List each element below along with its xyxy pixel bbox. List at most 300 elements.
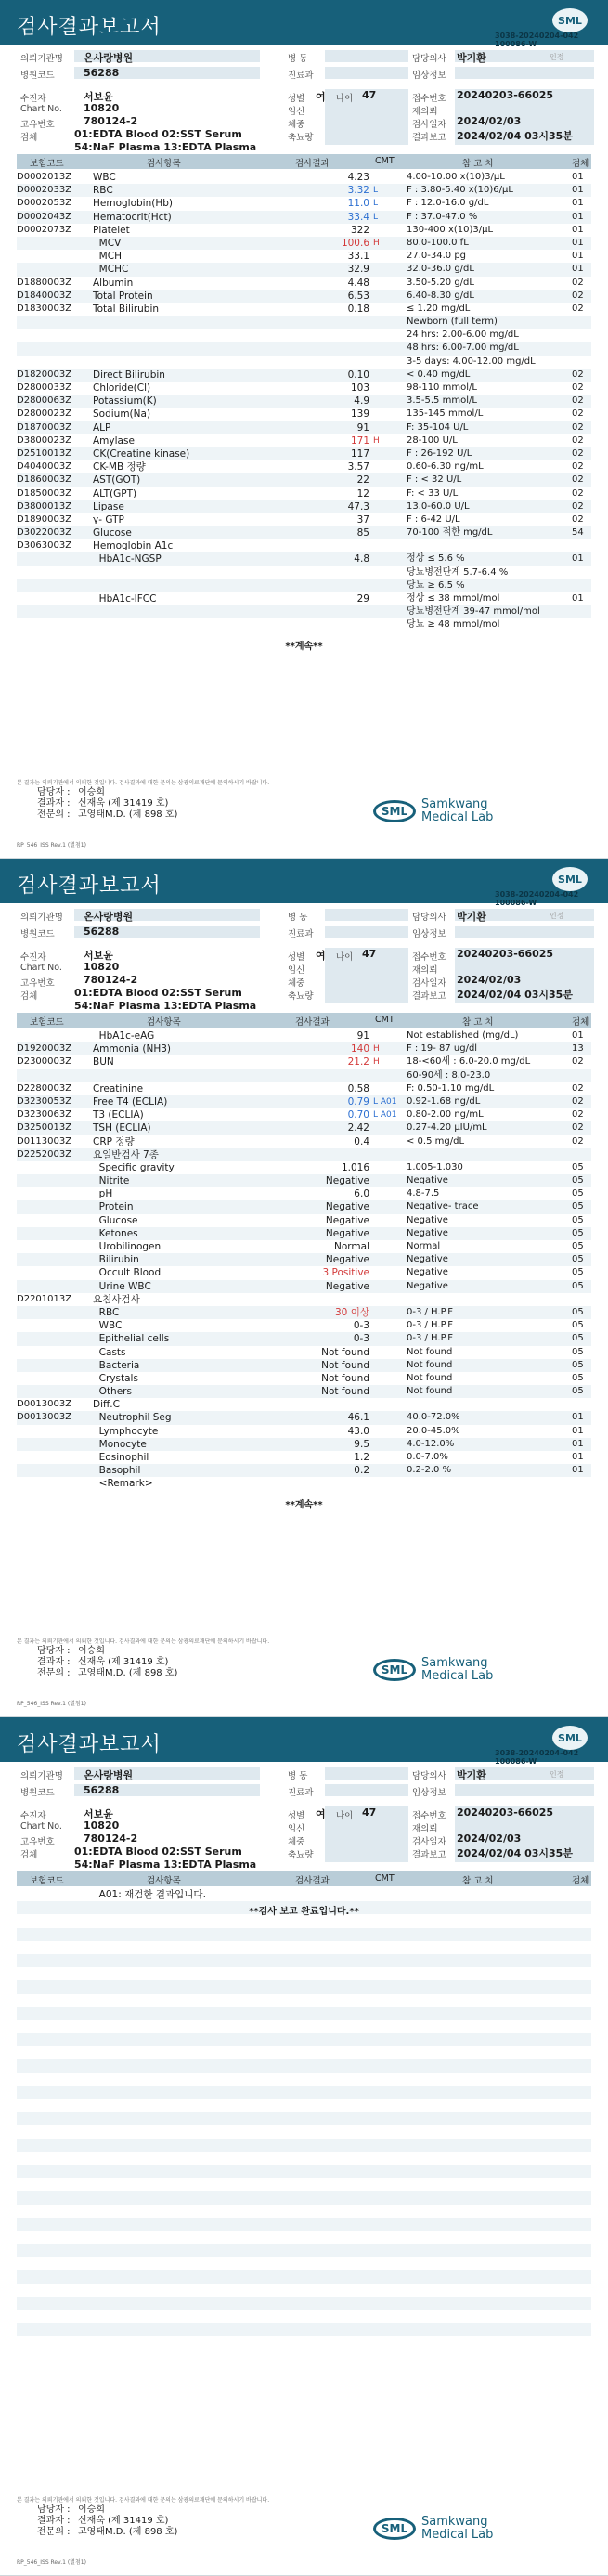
lab-name-2: Medical Lab [421, 810, 494, 824]
results-table-header [17, 154, 591, 169]
row-code: D3800013Z [17, 500, 72, 511]
empty-row [17, 2152, 591, 2165]
specimen-line2: 54:NaF Plasma 13:EDTA Plasma [74, 1000, 257, 1012]
name-label: 수진자 [20, 1811, 46, 1821]
row-ref: 4.00-10.00 x(10)3/μL [407, 172, 505, 182]
empty-row [17, 2297, 591, 2310]
re-request-label: 재의뢰 [412, 1824, 438, 1834]
row-code: D3250013Z [17, 1122, 72, 1133]
col-code: 보험코드 [30, 1017, 64, 1028]
table-row [17, 539, 591, 552]
row-ref: Negative [407, 1254, 448, 1265]
patient-id: 780124-2 [84, 1832, 138, 1845]
row-result: 322 [350, 224, 369, 236]
row-ref: 32.0-36.0 g/dL [407, 264, 474, 275]
row-name: ALT(GPT) [93, 487, 137, 499]
department-label: 병 동 [288, 913, 308, 923]
row-result: 4.23 [347, 172, 369, 183]
signed-label: 인정 [550, 912, 564, 920]
row-result: Normal [334, 1241, 369, 1252]
row-name: HbA1c-NGSP [93, 553, 162, 565]
row-specimen: 02 [572, 1135, 584, 1146]
row-name: Potassium(K) [93, 395, 157, 408]
row-ref: 0.2-2.0 % [407, 1465, 452, 1476]
clinic-label: 진료과 [288, 1788, 314, 1798]
table-row [17, 1451, 591, 1464]
pregnancy-label: 임신 [288, 965, 305, 976]
row-ref: F : 37.0-47.0 % [407, 211, 478, 222]
doctor-label: 담당의사 [412, 913, 446, 923]
row-result: 0.2 [354, 1465, 369, 1477]
row-result: 33.1 [347, 251, 369, 263]
table-row [17, 1319, 591, 1332]
signatures [37, 787, 177, 821]
row-specimen: 05 [572, 1267, 584, 1278]
doc-code: RP_546_ISS Rev.1 (별첨1) [17, 2559, 86, 2566]
row-name: Hematocrit(Hct) [93, 211, 172, 223]
empty-row [17, 1994, 591, 2007]
row-result: 100.6 [341, 237, 369, 249]
row-ref: 정상 ≤ 5.6 % [407, 553, 465, 564]
row-ref: 3-5 days: 4.00-12.00 mg/dL [407, 356, 536, 367]
row-ref: Not found [407, 1346, 453, 1357]
row-result: 4.9 [354, 395, 369, 408]
row-result: 12 [356, 487, 369, 499]
table-row [17, 500, 591, 513]
confirmer-label: 결과자 : [37, 798, 71, 809]
department-label: 병 동 [288, 54, 308, 64]
lab-logo [373, 1657, 493, 1683]
col-result: 검사결과 [295, 1876, 330, 1886]
report-page [0, 859, 608, 1717]
table-row [17, 1161, 591, 1174]
row-specimen: 05 [572, 1372, 584, 1383]
row-name: Free T4 (ECLIA) [93, 1095, 168, 1107]
test-date-label: 검사일자 [412, 1837, 446, 1847]
row-specimen: 05 [572, 1333, 584, 1344]
doctor-value: 박기환 [457, 911, 486, 923]
row-specimen: 02 [572, 447, 584, 459]
confirmer-label: 결과자 : [37, 1657, 71, 1667]
empty-row [17, 2165, 591, 2178]
row-result: 0.18 [347, 303, 369, 315]
empty-row [17, 1941, 591, 1954]
report-page [0, 1717, 608, 2576]
weight-label: 체중 [288, 978, 305, 989]
row-name: <Remark> [93, 1478, 153, 1490]
row-code: D0002033Z [17, 185, 72, 196]
table-row [17, 1187, 591, 1200]
row-code: D2252003Z [17, 1148, 72, 1159]
row-name: Bilirubin [93, 1254, 139, 1266]
row-result: 4.8 [354, 553, 369, 565]
report-date-label: 결과보고 [412, 991, 446, 1002]
row-code: D2201013Z [17, 1293, 72, 1304]
row-name: CRP 정량 [93, 1135, 135, 1147]
empty-row [17, 2046, 591, 2059]
table-row [17, 605, 591, 618]
row-specimen: 01 [572, 237, 584, 248]
sex-label: 성별 [288, 1811, 305, 1821]
row-ref: Not found [407, 1359, 453, 1370]
row-ref: 0.60-6.30 ng/mL [407, 461, 484, 472]
reg-no: 20240203-66025 [457, 1806, 554, 1819]
table-row [17, 224, 591, 237]
row-result: Negative [325, 1201, 369, 1213]
row-ref: < 0.5 mg/dL [407, 1135, 465, 1146]
row-name: Specific gravity [93, 1161, 175, 1173]
row-specimen: 02 [572, 1056, 584, 1068]
report-banner [0, 1717, 608, 1766]
row-specimen: 02 [572, 421, 584, 433]
row-name: Others [93, 1386, 132, 1398]
hospital-code-value: 56288 [84, 926, 120, 938]
row-code: D1890003Z [17, 513, 72, 524]
row-code: D1850003Z [17, 487, 72, 498]
chart-label: Chart No. [20, 1821, 62, 1832]
row-result: 21.2 [347, 1056, 369, 1068]
row-specimen: 02 [572, 369, 584, 380]
row-ref: Not found [407, 1386, 453, 1397]
row-name: Neutrophil Seg [93, 1412, 172, 1424]
row-name: BUN [93, 1056, 114, 1068]
row-result: 0.79 [347, 1095, 369, 1107]
specimen-line1: 01:EDTA Blood 02:SST Serum [74, 1845, 242, 1858]
report-title: 검사결과보고서 [17, 16, 162, 39]
age-label: 나이 [336, 94, 354, 104]
pregnancy-label: 임신 [288, 107, 305, 117]
row-specimen: 01 [572, 251, 584, 262]
institution-label: 의뢰기관명 [20, 1771, 63, 1781]
col-ref: 참 고 치 [462, 1017, 494, 1028]
row-result: 0.10 [347, 369, 369, 381]
row-code: D0013003Z [17, 1399, 72, 1410]
chart-label: Chart No. [20, 963, 62, 973]
table-row [17, 1359, 591, 1372]
table-row [17, 1121, 591, 1134]
table-row [17, 1240, 591, 1253]
row-code: D0002053Z [17, 198, 72, 209]
row-name: Urobilinogen [93, 1241, 162, 1252]
row-ref: 20.0-45.0% [407, 1425, 460, 1436]
row-ref: 70-100 적한 mg/dL [407, 527, 493, 538]
specimen-label: 검체 [20, 991, 38, 1002]
row-name: Creatinine [93, 1082, 144, 1094]
row-result: 4.48 [347, 277, 369, 289]
table-row [17, 250, 591, 263]
table-row [17, 552, 591, 565]
signatures [37, 1646, 177, 1679]
sex-label: 성별 [288, 94, 305, 104]
empty-row [17, 2059, 591, 2072]
report-page [0, 0, 608, 859]
row-code: D2800033Z [17, 382, 72, 393]
row-ref: 80.0-100.0 fL [407, 237, 469, 248]
col-code: 보험코드 [30, 1876, 64, 1886]
table-row [17, 1095, 591, 1108]
row-result: 140 [350, 1043, 369, 1055]
row-result: 43.0 [347, 1425, 369, 1437]
reg-label: 접수번호 [412, 1811, 446, 1821]
row-ref: F : 6-42 U/L [407, 513, 460, 524]
row-code: D0002073Z [17, 224, 72, 235]
table-row [17, 1306, 591, 1319]
empty-row [17, 2033, 591, 2046]
row-result: 0-3 [353, 1320, 369, 1332]
confirmer-name: 신재욱 (제 31419 호) [78, 2516, 169, 2526]
row-ref: 48 hrs: 6.00-7.00 mg/dL [407, 343, 519, 354]
row-name: Glucose [93, 1214, 138, 1226]
sex-value: 여 [316, 91, 326, 103]
row-ref: 13.0-60.0 U/L [407, 500, 470, 511]
row-code: D0002043Z [17, 211, 72, 222]
re-request-label: 재의뢰 [412, 107, 438, 117]
row-specimen: 05 [572, 1386, 584, 1397]
row-ref: Negative [407, 1227, 448, 1238]
row-name: pH [93, 1188, 113, 1200]
table-row [17, 1425, 591, 1438]
table-row [17, 1464, 591, 1477]
row-flag: H [373, 238, 380, 248]
table-row [17, 184, 591, 197]
row-name: Urine WBC [93, 1280, 151, 1292]
row-name: Monocyte [93, 1438, 147, 1450]
specimen-line2: 54:NaF Plasma 13:EDTA Plasma [74, 1858, 257, 1871]
row-name: Nitrite [93, 1175, 130, 1187]
age-value: 47 [362, 948, 377, 960]
table-row [17, 211, 591, 224]
row-flag: H [373, 1044, 380, 1055]
row-specimen: 05 [572, 1201, 584, 1212]
table-row [17, 329, 591, 342]
age-label: 나이 [336, 1811, 354, 1821]
clinic-label: 진료과 [288, 929, 314, 939]
clinical-info-label: 임상정보 [412, 929, 446, 939]
empty-row [17, 2244, 591, 2257]
table-row [17, 447, 591, 460]
row-ref: 28-100 U/L [407, 434, 458, 446]
row-specimen: 01 [572, 264, 584, 275]
row-name: Crystals [93, 1372, 138, 1384]
row-ref: 당뇨 ≥ 6.5 % [407, 579, 465, 590]
report-title: 검사결과보고서 [17, 1733, 162, 1756]
row-specimen: 05 [572, 1306, 584, 1317]
row-specimen: 02 [572, 513, 584, 524]
row-result: 1.2 [354, 1452, 369, 1463]
row-ref: 6.40-8.30 g/dL [407, 290, 474, 301]
row-ref: 0.80-2.00 ng/mL [407, 1109, 484, 1120]
test-date-label: 검사일자 [412, 978, 446, 989]
row-name: Chloride(Cl) [93, 382, 151, 394]
row-result: Negative [325, 1280, 369, 1292]
row-ref: F: < 33 U/L [407, 487, 459, 498]
table-row [17, 1293, 591, 1306]
row-name: Direct Bilirubin [93, 369, 165, 381]
row-result: 139 [350, 408, 369, 421]
hospital-code-label: 병원코드 [20, 1788, 55, 1798]
row-code: D3230053Z [17, 1095, 72, 1107]
sex-label: 성별 [288, 952, 305, 963]
report-banner [0, 0, 608, 48]
empty-row [17, 2020, 591, 2033]
row-ref: F : 3.80-5.40 x(10)6/μL [407, 185, 513, 196]
row-ref: F : 26-192 U/L [407, 447, 472, 459]
request-number: 3038-20240204-042 100086-W [495, 890, 579, 907]
row-name: Bacteria [93, 1359, 140, 1371]
row-ref: 3.5-5.5 mmol/L [407, 395, 477, 407]
table-row [17, 1385, 591, 1398]
col-name: 검사항목 [147, 1876, 181, 1886]
row-ref: 60-90세 : 8.0-23.0 [407, 1069, 491, 1081]
row-specimen: 05 [572, 1188, 584, 1199]
report-date: 2024/02/04 03시35분 [457, 1847, 573, 1859]
table-row [17, 1148, 591, 1161]
empty-row [17, 1928, 591, 1941]
row-code: D4040003Z [17, 461, 72, 472]
pregnancy-label: 임신 [288, 1824, 305, 1834]
reg-label: 접수번호 [412, 94, 446, 104]
doc-code: RP_546_ISS Rev.1 (별첨1) [17, 1701, 86, 1707]
col-sec: 검체 [572, 159, 589, 169]
row-specimen: 01 [572, 1452, 584, 1462]
row-ref: < 0.40 mg/dL [407, 369, 471, 380]
hospital-code-label: 병원코드 [20, 71, 55, 81]
row-ref: 0-3 / H.P.F [407, 1320, 453, 1331]
patient-id-label: 고유번호 [20, 978, 55, 989]
doctor-value: 박기환 [457, 52, 486, 64]
specialist-name: 고영태M.D. (제 898 호) [78, 2527, 178, 2537]
col-cmt: CMT [375, 1873, 395, 1883]
row-result: 46.1 [347, 1412, 369, 1424]
weight-label: 체중 [288, 1837, 305, 1847]
row-specimen: 01 [572, 1412, 584, 1423]
row-result: 47.3 [347, 500, 369, 512]
row-result: Not found [321, 1386, 369, 1398]
row-specimen: 05 [572, 1346, 584, 1357]
table-row [17, 1411, 591, 1424]
test-date: 2024/02/03 [457, 115, 522, 127]
empty-row [17, 2284, 591, 2297]
institution-value: 온사랑병원 [84, 911, 134, 923]
row-ref: 0.27-4.20 μIU/mL [407, 1122, 487, 1133]
footer-note: 본 결과는 의뢰기관에서 의뢰한 것입니다. 검사결과에 대한 문의는 삼광의료재단에 문의하시기 바랍니다. [17, 2497, 270, 2504]
row-result: Negative [325, 1254, 369, 1266]
row-name: Lymphocyte [93, 1425, 159, 1437]
row-ref: Not established (mg/dL) [407, 1030, 519, 1041]
row-code: D1880003Z [17, 277, 72, 288]
sml-logo-icon: SML [552, 8, 588, 32]
specimen-line1: 01:EDTA Blood 02:SST Serum [74, 987, 242, 999]
row-specimen: 01 [572, 593, 584, 603]
empty-row [17, 2323, 591, 2336]
table-row [17, 171, 591, 184]
table-row [17, 526, 591, 539]
row-result: 3.32 [347, 185, 369, 197]
col-ref: 참 고 치 [462, 159, 494, 169]
empty-row [17, 2270, 591, 2283]
empty-row [17, 2257, 591, 2270]
chart-no: 10820 [84, 961, 120, 973]
age-value: 47 [362, 89, 377, 101]
row-name: CK-MB 정량 [93, 461, 146, 473]
urine-label: 축뇨량 [288, 133, 314, 143]
row-code: D0113003Z [17, 1135, 72, 1146]
empty-row [17, 1967, 591, 1980]
row-code: D1820003Z [17, 369, 72, 380]
row-code: D3022003Z [17, 527, 72, 538]
row-specimen: 01 [572, 1425, 584, 1436]
reg-label: 접수번호 [412, 952, 446, 963]
institution-label: 의뢰기관명 [20, 54, 63, 64]
row-result: 32.9 [347, 264, 369, 276]
hospital-code-value: 56288 [84, 67, 120, 79]
table-row [17, 342, 591, 355]
weight-label: 체중 [288, 120, 305, 130]
row-code: D1830003Z [17, 303, 72, 314]
table-row [17, 1069, 591, 1082]
row-ref: Normal [407, 1241, 441, 1251]
row-result: 171 [350, 434, 369, 447]
table-row [17, 290, 591, 303]
row-result: Negative [325, 1214, 369, 1226]
empty-row [17, 2191, 591, 2204]
row-code: D1840003Z [17, 290, 72, 301]
row-ref: 1.005-1.030 [407, 1161, 463, 1172]
row-name: Protein [93, 1201, 134, 1213]
row-ref: Newborn (full term) [407, 317, 498, 328]
row-name: Hemoglobin A1c [93, 540, 174, 552]
row-ref: Negative [407, 1175, 448, 1186]
row-ref: 0-3 / H.P.F [407, 1333, 453, 1344]
row-ref: 0-3 / H.P.F [407, 1306, 453, 1317]
request-number: 3038-20240204-042 100086-W [495, 1749, 579, 1766]
empty-row [17, 2218, 591, 2231]
tester-label: 담당자 : [37, 787, 71, 797]
clinical-info-label: 임상정보 [412, 1788, 446, 1798]
table-row [17, 513, 591, 526]
row-result: 103 [350, 382, 369, 394]
row-ref: 정상 ≤ 38 mmol/mol [407, 593, 500, 603]
row-result: 3.57 [347, 461, 369, 473]
tester-name: 이승희 [78, 2505, 105, 2515]
row-ref: 4.0-12.0% [407, 1438, 455, 1449]
row-ref: 18-<60세 : 6.0-20.0 mg/dL [407, 1056, 531, 1068]
row-specimen: 01 [572, 185, 584, 196]
row-name: Glucose [93, 527, 132, 539]
row-specimen: 02 [572, 382, 584, 393]
row-result: 30 이상 [335, 1306, 369, 1318]
institution-value: 온사랑병원 [84, 1769, 134, 1781]
patient-header [0, 45, 608, 154]
table-row [17, 592, 591, 605]
test-date-label: 검사일자 [412, 120, 446, 130]
row-code: D0013003Z [17, 1412, 72, 1423]
row-specimen: 02 [572, 277, 584, 288]
row-result: 117 [350, 447, 369, 460]
row-ref: 3.50-5.20 g/dL [407, 277, 474, 288]
tester-label: 담당자 : [37, 1646, 71, 1656]
name-label: 수진자 [20, 952, 46, 963]
patient-id-label: 고유번호 [20, 120, 55, 130]
row-name: 요침사검사 [93, 1293, 140, 1305]
results-table-header [17, 1871, 591, 1886]
row-ref: 당뇨병전단계 5.7-6.4 % [407, 566, 509, 577]
tester-name: 이승희 [78, 1646, 105, 1656]
row-ref: 40.0-72.0% [407, 1412, 460, 1423]
report-date: 2024/02/04 03시35분 [457, 130, 573, 142]
row-name: Diff.C [93, 1399, 120, 1411]
sml-footer-logo-icon: SML [373, 2518, 416, 2540]
